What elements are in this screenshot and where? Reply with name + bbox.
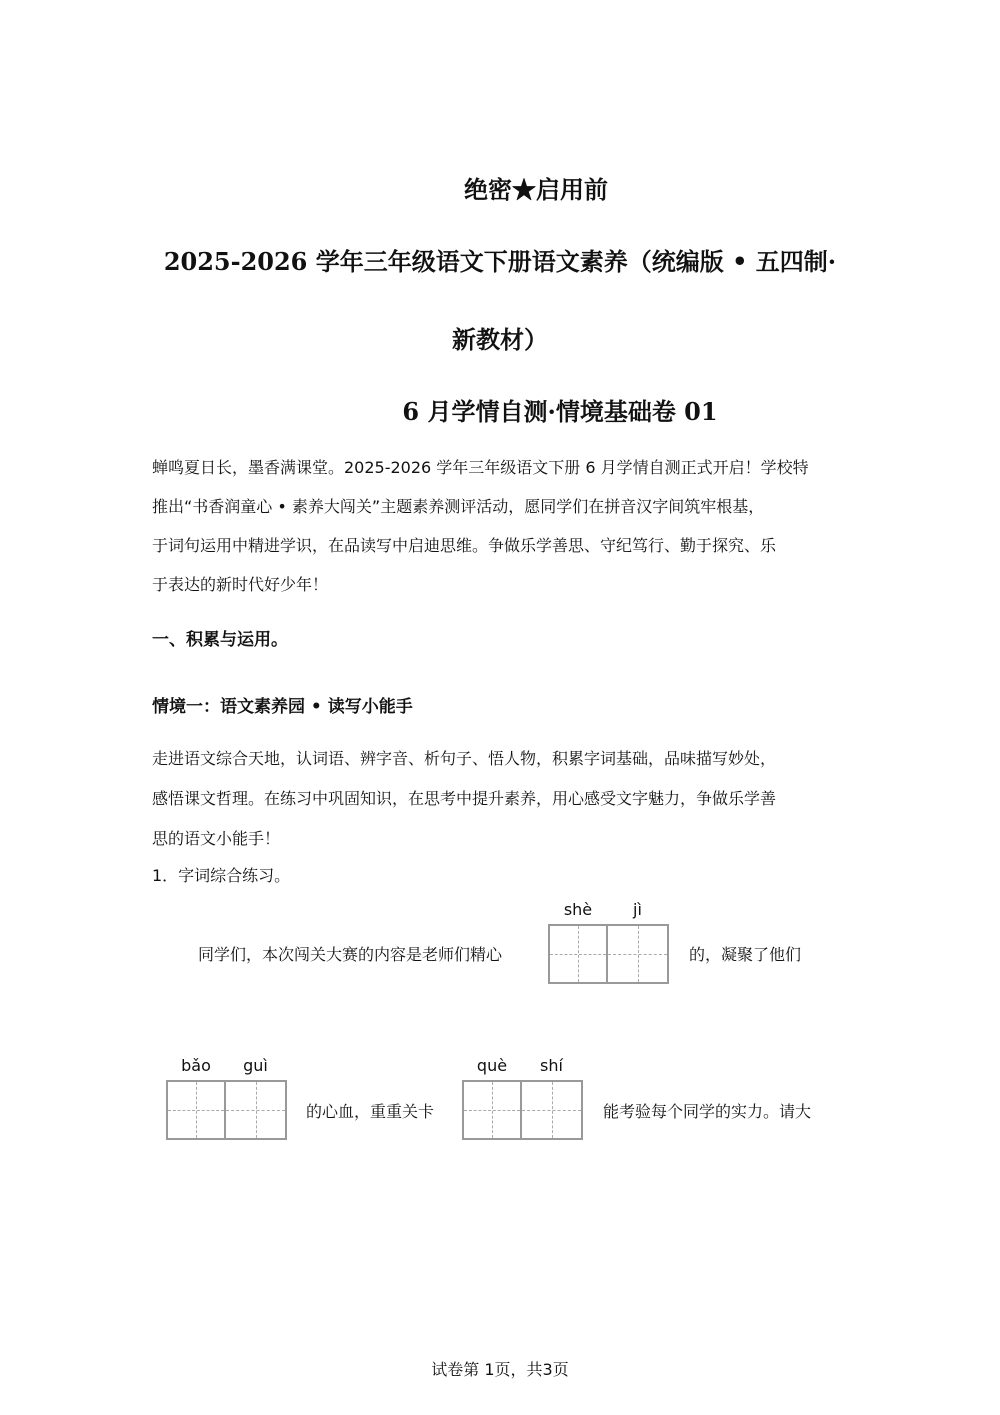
title-line-2: 新教材） (452, 325, 548, 354)
intro-line: 推出“书香润童心 • 素养大闯关”主题素养测评活动，愿同学们在拼音汉字间筑牢根基， (152, 497, 765, 516)
intro-line: 蝉鸣夏日长，墨香满课堂。2025-2026 学年三年级语文下册 6 月学情自测正式开启！学校特 (152, 458, 809, 477)
char-box[interactable] (462, 1056, 522, 1140)
secret-label: 绝密★启用前 (464, 175, 608, 204)
subtitle: 6 月学情自测·情境基础卷 01 (402, 397, 718, 426)
pinyin-label: shí (540, 1056, 563, 1075)
page-footer: 试卷第 1页，共3页 (431, 1360, 569, 1379)
context-line: 走进语文综合天地，认词语、辨字音、析句子、悟人物，积累字词基础，品味描写妙处， (152, 749, 777, 768)
q1-row1-before: 同学们，本次闯关大赛的内容是老师们精心 (198, 945, 503, 964)
char-box[interactable] (522, 1056, 583, 1140)
context-title: 情境一：语文素养园 • 读写小能手 (152, 697, 413, 717)
intro-line: 于表达的新时代好少年！ (152, 575, 329, 594)
char-box[interactable] (608, 900, 669, 984)
answer-grid-queshi[interactable] (462, 1056, 583, 1140)
pinyin-label: què (476, 1056, 508, 1075)
q1-row2-middle: 的心血，重重关卡 (306, 1102, 435, 1121)
q1-row1-after: 的，凝聚了他们 (689, 945, 802, 964)
char-box[interactable] (548, 900, 608, 984)
answer-grid-baogui[interactable] (166, 1056, 287, 1140)
answer-grid-sheji[interactable] (548, 900, 669, 984)
q1-row2-after: 能考验每个同学的实力。请大 (603, 1102, 812, 1121)
pinyin-label: bǎo (181, 1056, 211, 1075)
char-box[interactable] (166, 1056, 226, 1140)
pinyin-label: jì (633, 900, 642, 919)
pinyin-label: guì (243, 1056, 268, 1075)
intro-line: 于词句运用中精进学识，在品读写中启迪思维。争做乐学善思、守纪笃行、勤于探究、乐 (152, 536, 777, 555)
section-title: 一、积累与运用。 (152, 630, 288, 650)
char-box[interactable] (226, 1056, 287, 1140)
context-line: 思的语文小能手！ (152, 829, 281, 848)
context-line: 感悟课文哲理。在练习中巩固知识，在思考中提升素养，用心感受文字魅力，争做乐学善 (152, 789, 777, 808)
title-line-1: 2025-2026 学年三年级语文下册语文素养（统编版 • 五四制· (163, 247, 837, 276)
pinyin-label: shè (563, 900, 593, 919)
question-1-label: 1．字词综合练习。 (152, 866, 291, 885)
